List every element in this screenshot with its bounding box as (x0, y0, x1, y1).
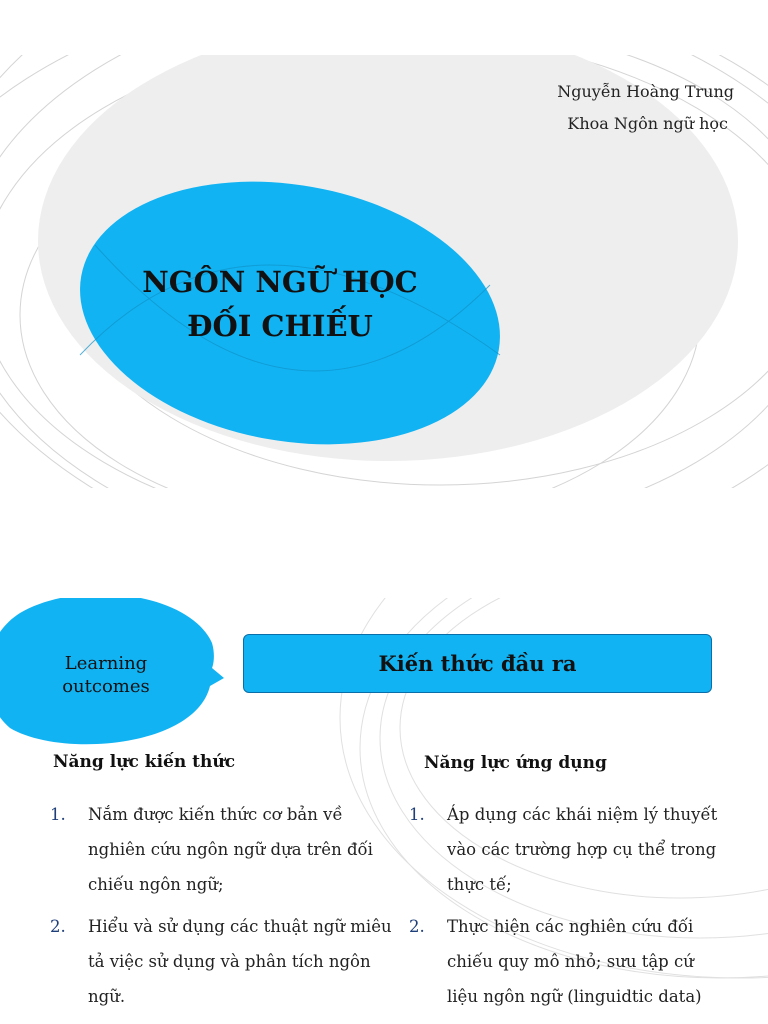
title-line-1: NGÔN NGỮ HỌC (142, 265, 418, 299)
learning-outcomes-slide (0, 598, 768, 1024)
knowledge-competence-list (50, 797, 395, 1021)
application-competence-list (409, 797, 749, 1021)
author-department: Khoa Ngôn ngữ học (567, 114, 728, 133)
list-item: 2. Thực hiện các nghiên cứu đối chiếu quy mô nhỏ; sưu tập cứ liệu ngôn ngữ (linguidtic data) (409, 917, 702, 1006)
title-line-2: ĐỐI CHIẾU (187, 309, 373, 343)
list-item: 2. Hiểu và sử dụng các thuật ngữ miêu tả việc sử dụng và phân tích ngôn ngữ. (50, 917, 392, 1006)
knowledge-competence-heading: Năng lực kiến thức (53, 752, 236, 772)
list-item: 1. Áp dụng các khái niệm lý thuyết vào các trường hợp cụ thể trong thực tế; (409, 805, 718, 894)
learning-outcomes-label: Learning outcomes (62, 653, 150, 697)
title-slide (0, 55, 768, 488)
application-competence-heading: Năng lực ứng dụng (424, 753, 607, 773)
slide-title (120, 260, 440, 348)
knowledge-outcomes-header: Kiến thức đầu ra (243, 634, 712, 693)
list-item: 1. Nắm được kiến thức cơ bản về nghiên cứu ngôn ngữ dựa trên đối chiếu ngôn ngữ; (50, 805, 373, 894)
author-name: Nguyễn Hoàng Trung (557, 82, 734, 101)
